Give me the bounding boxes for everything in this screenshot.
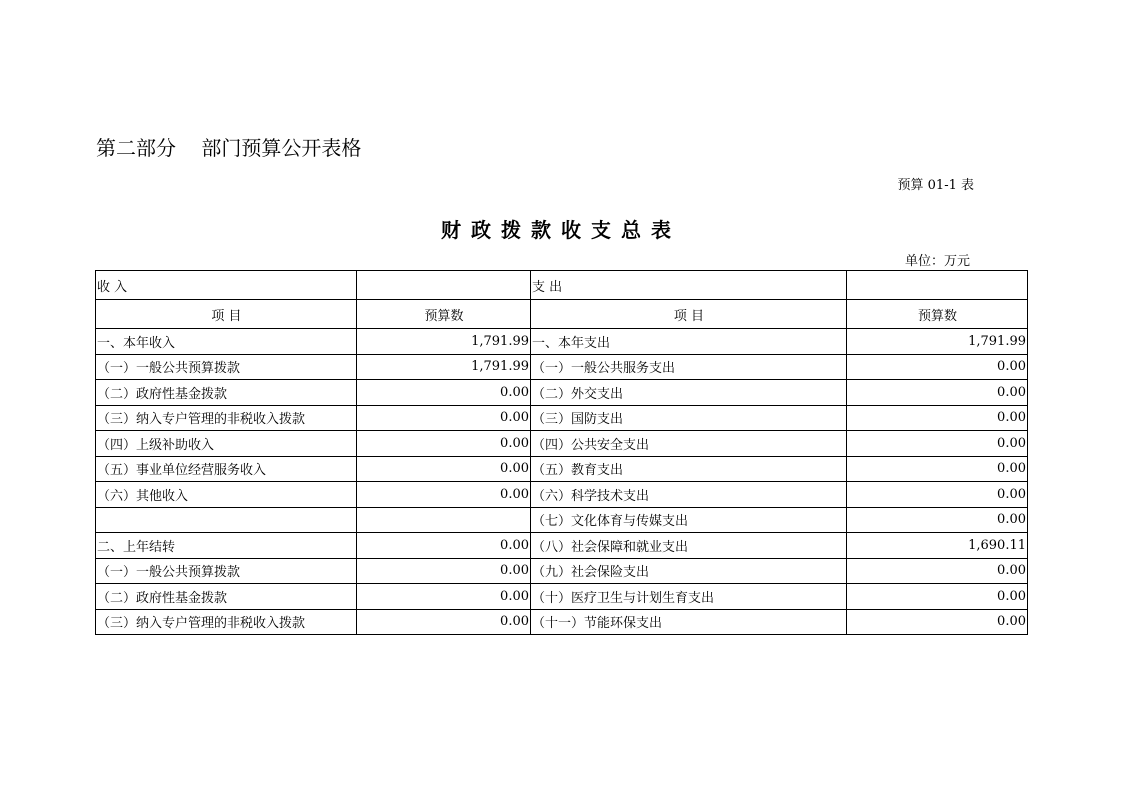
- income-value-cell: 0.00: [357, 533, 531, 559]
- expense-header: 支 出: [531, 271, 847, 300]
- expense-item-cell: 一、本年支出: [531, 329, 847, 355]
- income-item-cell: （五）事业单位经营服务收入: [96, 456, 357, 482]
- table-row: [96, 482, 1028, 508]
- income-budget-header: 预算数: [357, 300, 531, 329]
- income-item-cell: （三）纳入专户管理的非税收入拨款: [96, 609, 357, 635]
- income-header-blank: [357, 271, 531, 300]
- income-item-header: 项 目: [96, 300, 357, 329]
- expense-value-cell: 0.00: [847, 456, 1028, 482]
- income-value-cell: 0.00: [357, 609, 531, 635]
- income-value-cell: 0.00: [357, 431, 531, 457]
- income-value-cell: 0.00: [357, 405, 531, 431]
- income-value-cell: 0.00: [357, 456, 531, 482]
- expense-value-cell: 0.00: [847, 507, 1028, 533]
- table-title: 财政拨款收支总表: [441, 218, 681, 242]
- budget-table: [95, 270, 1028, 635]
- expense-item-cell: （七）文化体育与传媒支出: [531, 507, 847, 533]
- income-item-cell: 一、本年收入: [96, 329, 357, 355]
- income-value-cell: 0.00: [357, 380, 531, 406]
- expense-item-cell: （一）一般公共服务支出: [531, 354, 847, 380]
- income-value-cell: 1,791.99: [357, 354, 531, 380]
- income-value-cell: 1,791.99: [357, 329, 531, 355]
- expense-item-header: 项 目: [531, 300, 847, 329]
- unit-label: 单位：万元: [904, 254, 970, 269]
- section-header-row: [96, 271, 1028, 300]
- income-item-cell: （六）其他收入: [96, 482, 357, 508]
- table-row: [96, 533, 1028, 559]
- table-row: [96, 329, 1028, 355]
- expense-value-cell: 0.00: [847, 558, 1028, 584]
- table-code: 预算 01-1 表: [897, 178, 974, 193]
- expense-header-blank: [847, 271, 1028, 300]
- income-item-cell: （二）政府性基金拨款: [96, 380, 357, 406]
- income-value-cell: 0.00: [357, 558, 531, 584]
- expense-item-cell: （五）教育支出: [531, 456, 847, 482]
- expense-item-cell: （三）国防支出: [531, 405, 847, 431]
- income-item-cell: [96, 507, 357, 533]
- expense-value-cell: 1,791.99: [847, 329, 1028, 355]
- expense-value-cell: 0.00: [847, 584, 1028, 610]
- part-title: 第二部分 部门预算公开表格: [96, 136, 362, 160]
- table-row: [96, 558, 1028, 584]
- table-row: [96, 507, 1028, 533]
- budget-table-body: [96, 271, 1028, 635]
- income-item-cell: （一）一般公共预算拨款: [96, 354, 357, 380]
- expense-value-cell: 0.00: [847, 431, 1028, 457]
- expense-item-cell: （六）科学技术支出: [531, 482, 847, 508]
- expense-item-cell: （十）医疗卫生与计划生育支出: [531, 584, 847, 610]
- expense-value-cell: 0.00: [847, 609, 1028, 635]
- table-row: [96, 609, 1028, 635]
- expense-value-cell: 0.00: [847, 482, 1028, 508]
- table-row: [96, 380, 1028, 406]
- column-header-row: [96, 300, 1028, 329]
- table-row: [96, 584, 1028, 610]
- expense-item-cell: （九）社会保险支出: [531, 558, 847, 584]
- income-item-cell: （二）政府性基金拨款: [96, 584, 357, 610]
- table-row: [96, 456, 1028, 482]
- expense-value-cell: 0.00: [847, 405, 1028, 431]
- income-value-cell: 0.00: [357, 482, 531, 508]
- table-row: [96, 354, 1028, 380]
- expense-value-cell: 0.00: [847, 354, 1028, 380]
- expense-item-cell: （四）公共安全支出: [531, 431, 847, 457]
- expense-item-cell: （十一）节能环保支出: [531, 609, 847, 635]
- table-row: [96, 431, 1028, 457]
- income-item-cell: （四）上级补助收入: [96, 431, 357, 457]
- expense-value-cell: 0.00: [847, 380, 1028, 406]
- income-item-cell: 二、上年结转: [96, 533, 357, 559]
- income-value-cell: 0.00: [357, 584, 531, 610]
- income-item-cell: （一）一般公共预算拨款: [96, 558, 357, 584]
- expense-item-cell: （八）社会保障和就业支出: [531, 533, 847, 559]
- income-value-cell: [357, 507, 531, 533]
- expense-value-cell: 1,690.11: [847, 533, 1028, 559]
- expense-item-cell: （二）外交支出: [531, 380, 847, 406]
- expense-budget-header: 预算数: [847, 300, 1028, 329]
- income-item-cell: （三）纳入专户管理的非税收入拨款: [96, 405, 357, 431]
- table-row: [96, 405, 1028, 431]
- income-header: 收 入: [96, 271, 357, 300]
